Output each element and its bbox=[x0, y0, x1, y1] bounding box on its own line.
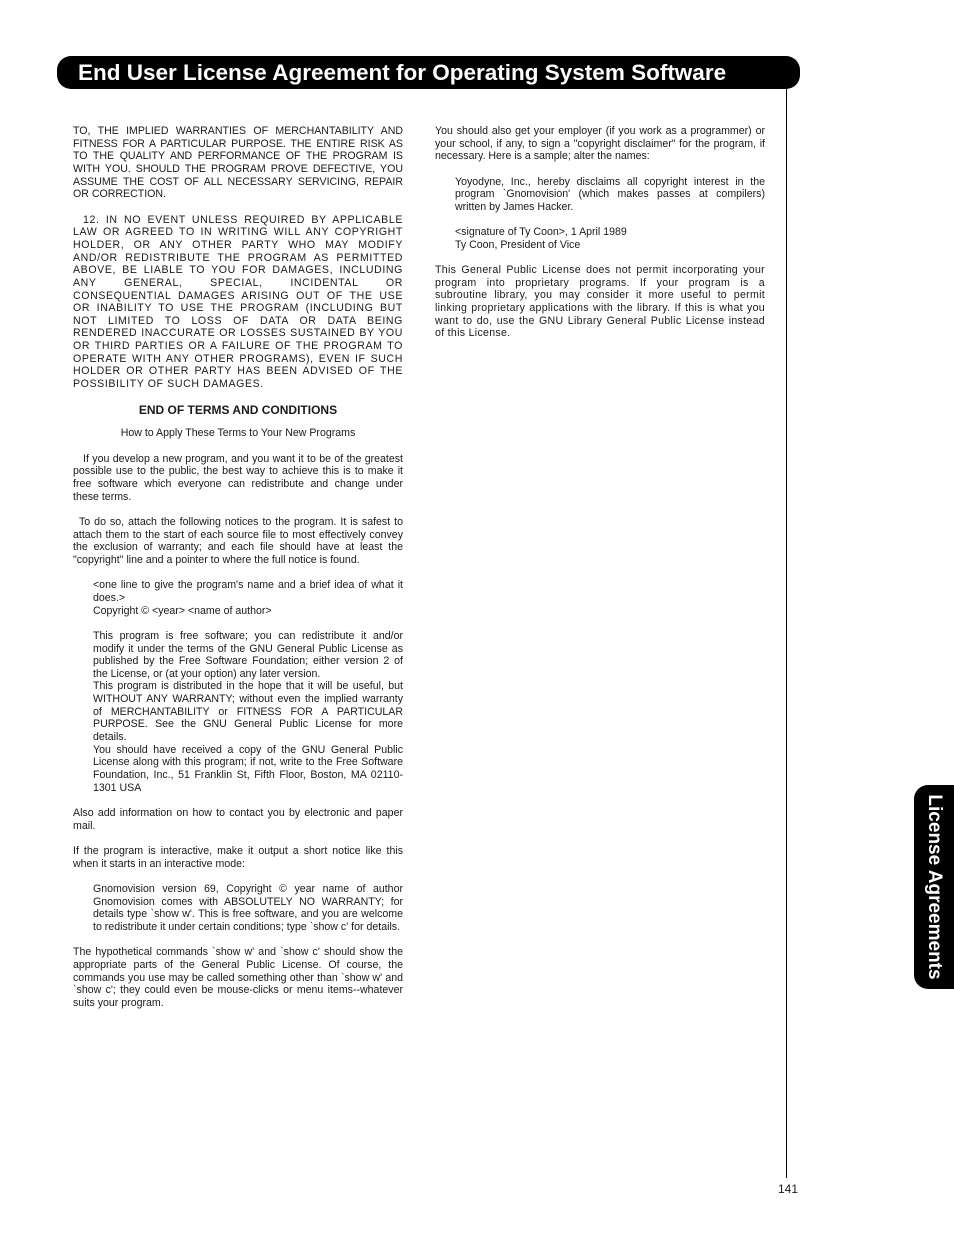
section-subheading: How to Apply These Terms to Your New Programs bbox=[120, 427, 356, 440]
copyright-line: Copyright © <year> <name of author> bbox=[93, 604, 272, 617]
page-number: 141 bbox=[778, 1182, 799, 1196]
liability-paragraph: 12. IN NO EVENT UNLESS REQUIRED BY APPLICABLE LAW OR AGREED TO IN WRITING WILL ANY COPYRIGHT HOLDER, OR ANY OTHER PARTY WHO MAY MODIFY AND/OR REDISTRIBUTE THE PROGRAM AS PERMITTED ABOVE, BE LIABLE TO YOU FOR DAMAGES, INCLUDING ANY GENERAL, SPECIAL, INCIDENTAL OR CONSEQUENTIAL DAMAGES ARISING OUT OF THE USE OR INABILITY TO USE THE PROGRAM (INCLUDING BUT NOT LIMITED TO LOSS OF DATA OR DATA BEING RENDERED INACCURATE OR LOSSES SUSTAINED BY YOU OR THIRD PARTIES OR A FAILURE OF THE PROGRAM TO OPERATE WITH ANY OTHER PROGRAMS), EVEN IF SUCH HOLDER OR OTHER PARTY HAS BEEN ADVISED OF THE POSSIBILITY OF SUCH DAMAGES. bbox=[73, 213, 403, 391]
section-side-tab bbox=[914, 785, 954, 989]
disclaimer-sample: Yoyodyne, Inc., hereby disclaims all copyright interest in the program `Gnomovision' (which makes passes at compilers) written by James Hacker. bbox=[455, 175, 765, 213]
interactive-notice: Gnomovision version 69, Copyright © year name of author Gnomovision comes with ABSOLUTELY NO WARRANTY; for details type `show w'. This is free software, and you are welcome to redistribute it under certain conditions; type `show c' for details. bbox=[93, 882, 403, 933]
notice-paragraph: This program is distributed in the hope that it will be useful, but WITHOUT ANY WARRANTY; without even the implied warranty of MERCHANTABILITY or FITNESS FOR A PARTICULAR PURPOSE. See the GNU General Public License for more details. bbox=[93, 680, 403, 744]
signature-line: <signature of Ty Coon>, 1 April 1989 bbox=[455, 226, 627, 239]
contact-paragraph: Also add information on how to contact you by electronic and paper mail. bbox=[73, 807, 403, 832]
page-title: End User License Agreement for Operating System Software bbox=[57, 56, 800, 89]
notice-line: <one line to give the program's name and a brief idea of what it does.> bbox=[93, 579, 403, 604]
notice-paragraph: You should have received a copy of the GNU General Public License along with this program; if not, write to the Free Software Foundation, Inc., 51 Franklin St, Fifth Floor, Boston, MA 02110-1301 USA bbox=[93, 743, 403, 794]
proprietary-paragraph: This General Public License does not permit incorporating your program into proprietary programs. If your program is a subroutine library, you may consider it more useful to permit linking proprietary applications with the library. If this is what you want to do, use the GNU Library General Public License instead of this License. bbox=[435, 264, 765, 340]
commands-paragraph: The hypothetical commands `show w' and `show c' should show the appropriate parts of the General Public License. Of course, the commands you use may be called something other than `show w' and `show c'; they could even be mouse-clicks or menu items--whatever suits your program. bbox=[73, 946, 403, 1009]
attach-notices-paragraph: To do so, attach the following notices to the program. It is safest to attach them to the start of each source file to most effectively convey the exclusion of warranty; and each file should have at least the "copyright" line and a pointer to where the full notice is found. bbox=[73, 515, 403, 566]
interactive-paragraph: If the program is interactive, make it output a short notice like this when it starts in an interactive mode: bbox=[73, 844, 403, 870]
side-tab-label: License Agreements bbox=[924, 794, 945, 980]
signature-title: Ty Coon, President of Vice bbox=[455, 238, 581, 251]
right-column bbox=[435, 125, 765, 340]
employer-paragraph: You should also get your employer (if you work as a programmer) or your school, if any, to sign a "copyright disclaimer" for the program, if necessary. Here is a sample; alter the names: bbox=[435, 125, 765, 163]
warranty-paragraph: TO, THE IMPLIED WARRANTIES OF MERCHANTABILITY AND FITNESS FOR A PARTICULAR PURPOSE. THE ENTIRE RISK AS TO THE QUALITY AND PERFORMANCE OF THE PROGRAM IS WITH YOU. SHOULD THE PROGRAM PROVE DEFECTIVE, YOU ASSUME THE COST OF ALL NECESSARY SERVICING, REPAIR OR CORRECTION. bbox=[73, 125, 403, 201]
section-heading: END OF TERMS AND CONDITIONS bbox=[138, 403, 338, 418]
notice-paragraph: This program is free software; you can redistribute it and/or modify it under the terms of the GNU General Public License as published by the Free Software Foundation; either version 2 of the License, or (at your option) any later version. bbox=[93, 629, 403, 680]
develop-paragraph: If you develop a new program, and you want it to be of the greatest possible use to the public, the best way to achieve this is to make it free software which everyone can redistribute and change under these terms. bbox=[73, 452, 403, 503]
notice-block bbox=[93, 579, 403, 794]
vertical-divider bbox=[786, 89, 787, 1178]
left-column bbox=[73, 125, 403, 1009]
